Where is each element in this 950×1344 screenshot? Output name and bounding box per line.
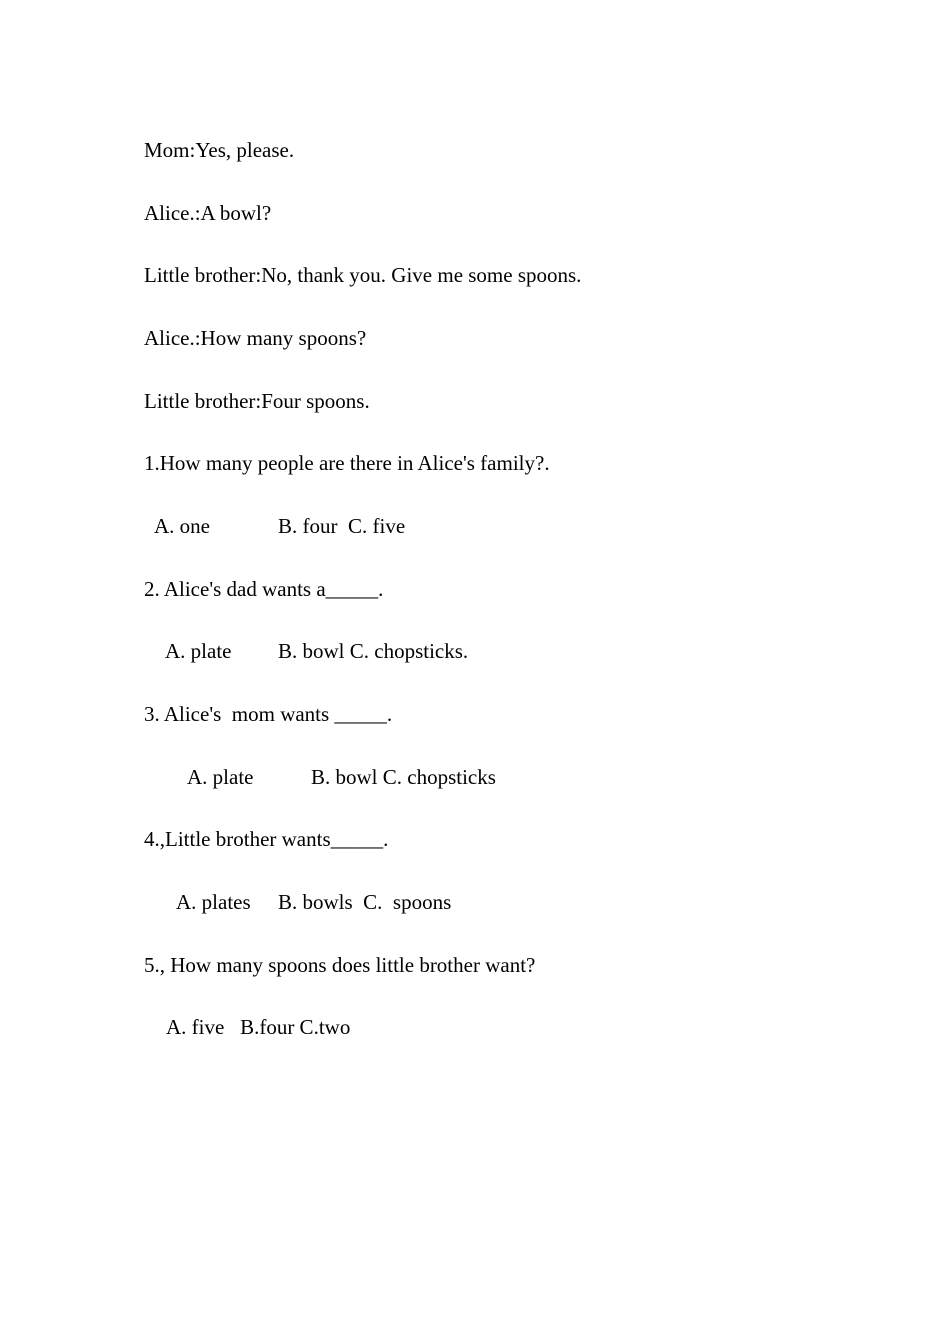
question-3-options-bc: B. bowl C. chopsticks	[311, 765, 496, 789]
question-3-option-a: A. plate	[187, 765, 254, 789]
question-2-prompt: 2. Alice's dad wants a_____.	[144, 577, 384, 601]
question-1-options-bc: B. four C. five	[278, 514, 406, 538]
dialogue-line: Alice.:How many spoons?	[144, 326, 367, 350]
question-4-option-a: A. plates	[176, 890, 251, 914]
dialogue-line: Mom:Yes, please.	[144, 138, 295, 162]
question-1-option-a: A. one	[154, 514, 210, 538]
question-4-prompt: 4.,Little brother wants_____.	[144, 827, 389, 851]
question-4-options-bc: B. bowls C. spoons	[278, 890, 452, 914]
dialogue-line: Alice.:A bowl?	[144, 201, 272, 225]
dialogue-line: Little brother:Four spoons.	[144, 389, 370, 413]
question-2-options-bc: B. bowl C. chopsticks.	[278, 639, 469, 663]
dialogue-line: Little brother:No, thank you. Give me some spoons.	[144, 263, 582, 287]
question-2-option-a: A. plate	[165, 639, 232, 663]
question-3-prompt: 3. Alice's mom wants _____.	[144, 702, 393, 726]
question-5-prompt: 5., How many spoons does little brother want?	[144, 953, 536, 977]
question-1-prompt: 1.How many people are there in Alice's family?.	[144, 451, 550, 475]
question-5-options: A. five B.four C.two	[166, 1015, 351, 1039]
